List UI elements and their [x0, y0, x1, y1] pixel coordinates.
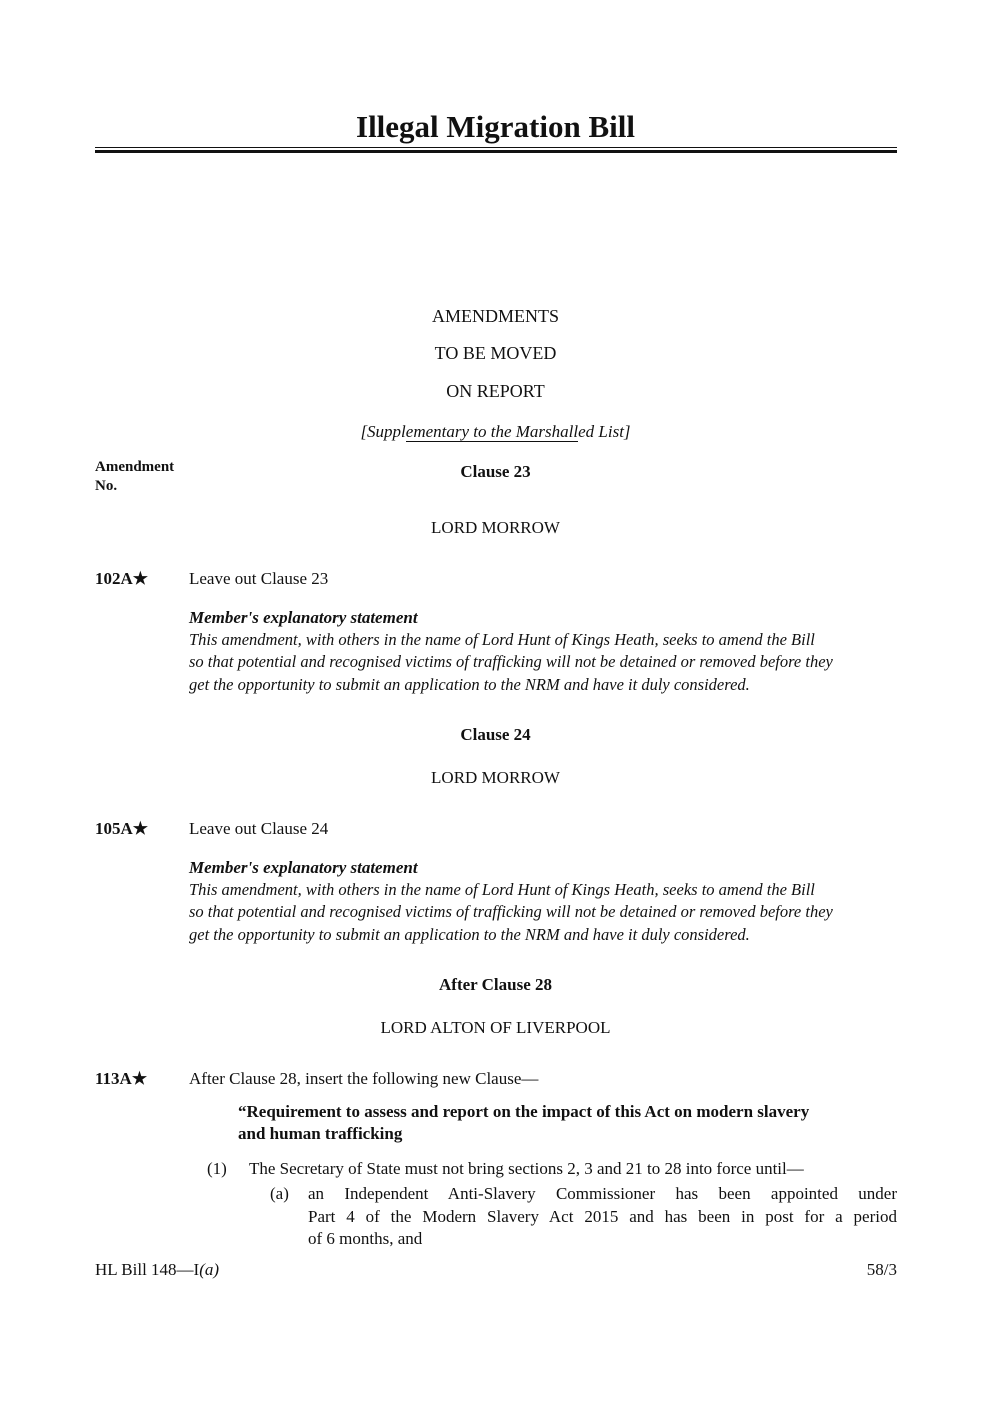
paragraph-label: (a) — [270, 1184, 289, 1203]
footer-bill-number — [95, 1260, 219, 1280]
footer-bill-text: HL Bill 148—I — [95, 1260, 200, 1279]
heading-line: ON REPORT — [446, 381, 545, 401]
supp-text: [Suppl — [360, 422, 406, 441]
new-clause-heading: and human trafficking — [238, 1124, 403, 1143]
title-rule-thin — [95, 147, 897, 148]
clause-heading: Clause 24 — [460, 725, 531, 744]
paragraph-line: Part 4 of the Modern Slavery Act 2015 and has been in post for a period — [308, 1207, 897, 1226]
statement-heading: Member's explanatory statement — [189, 858, 418, 877]
statement-line: so that potential and recognised victims of trafficking will not be detained or removed before they — [189, 652, 833, 671]
heading-line: TO BE MOVED — [434, 343, 557, 363]
statement-line: get the opportunity to submit an application to the NRM and have it duly considered. — [189, 675, 750, 694]
document-title: Illegal Migration Bill — [356, 109, 635, 144]
supplementary-note — [0, 422, 991, 442]
column-label: Amendment — [95, 459, 175, 475]
subsection-label: (1) — [207, 1159, 227, 1178]
statement-line: This amendment, with others in the name of Lord Hunt of Kings Heath, seeks to amend the Bill — [189, 630, 815, 649]
paragraph-line: of 6 months, and — [308, 1229, 423, 1248]
amendment-number: 113A★ — [95, 1069, 148, 1088]
column-label: No. — [95, 478, 118, 494]
amendment-text: Leave out Clause 24 — [189, 819, 329, 838]
heading-line: AMENDMENTS — [431, 306, 559, 326]
supp-underlined-text: ementary to the Marshall — [405, 422, 579, 441]
member-name: LORD MORROW — [431, 768, 560, 787]
footer-bill-suffix: (a) — [199, 1260, 220, 1279]
amendment-number: 105A★ — [95, 819, 149, 838]
title-rule-thick — [95, 150, 897, 153]
member-name: LORD ALTON OF LIVERPOOL — [380, 1018, 611, 1037]
statement-line: get the opportunity to submit an application to the NRM and have it duly considered. — [189, 925, 750, 944]
clause-heading: After Clause 28 — [439, 975, 552, 994]
statement-line: so that potential and recognised victims of trafficking will not be detained or removed before they — [189, 902, 833, 921]
new-clause-heading: “Requirement to assess and report on the impact of this Act on modern slavery — [238, 1102, 810, 1121]
clause-heading: Clause 23 — [460, 462, 531, 481]
footer-page-number: 58/3 — [866, 1260, 897, 1279]
statement-line: This amendment, with others in the name of Lord Hunt of Kings Heath, seeks to amend the Bill — [189, 880, 815, 899]
amendment-text: After Clause 28, insert the following new Clause— — [189, 1069, 539, 1088]
subsection-text: The Secretary of State must not bring sections 2, 3 and 21 to 28 into force until— — [249, 1159, 804, 1178]
paragraph-line: an Independent Anti-Slavery Commissioner has been appointed under — [308, 1184, 897, 1203]
member-name: LORD MORROW — [431, 518, 560, 537]
amendment-number: 102A★ — [95, 569, 149, 588]
supp-text: ed List] — [578, 422, 631, 441]
statement-heading: Member's explanatory statement — [189, 608, 418, 627]
amendment-text: Leave out Clause 23 — [189, 569, 329, 588]
